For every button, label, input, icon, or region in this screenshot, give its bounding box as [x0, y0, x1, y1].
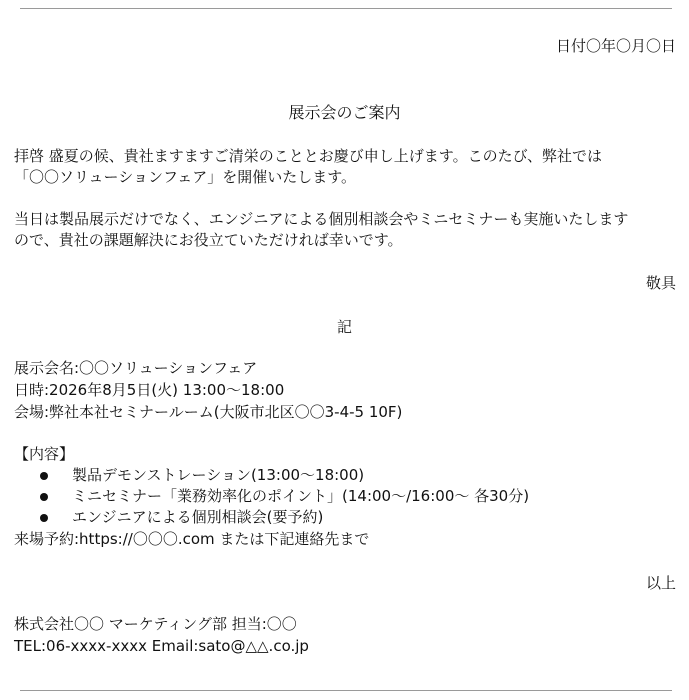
contents-list [36, 465, 529, 528]
list-item [36, 486, 529, 507]
body-line-1: 当日は製品展示だけでなく、エンジニアによる個別相談会やミニセミナーも実施いたします [14, 210, 629, 228]
document-date: 日付〇年〇月〇日 [555, 37, 676, 55]
detail-datetime: 日時:2026年8月5日(火) 13:00〜18:00 [14, 381, 285, 399]
list-item [36, 465, 529, 486]
bullet-icon [40, 472, 48, 480]
contact-tel-email: TEL:06-xxxx-xxxx Email:sato@△△.co.jp [14, 637, 309, 655]
ki-heading: 記 [336, 318, 352, 336]
detail-venue: 会場:弊社本社セミナールーム(大阪市北区〇〇3-4-5 10F) [14, 403, 403, 421]
bullet-icon [40, 493, 48, 501]
list-item-text: ミニセミナー「業務効率化のポイント」(14:00〜/16:00〜 各30分) [72, 487, 530, 505]
closing-ijou: 以上 [645, 574, 676, 592]
list-item [36, 507, 529, 528]
closing-keigu: 敬具 [645, 274, 676, 292]
greeting-line-1: 拝啓 盛夏の候、貴社ますますご清栄のこととお慶び申し上げます。このたび、弊社では [14, 147, 602, 165]
contents-heading: 【内容】 [14, 445, 75, 463]
list-item-text: 製品デモンストレーション(13:00〜18:00) [72, 466, 365, 484]
list-item-text: エンジニアによる個別相談会(要予約) [72, 508, 324, 526]
bottom-divider [20, 690, 672, 691]
top-divider [20, 8, 672, 9]
contact-company: 株式会社〇〇 マーケティング部 担当:〇〇 [14, 615, 297, 633]
body-paragraph [14, 209, 678, 251]
greeting-paragraph [14, 146, 678, 188]
body-line-2: ので、貴社の課題解決にお役立ていただければ幸いです。 [14, 231, 403, 249]
detail-event-name: 展示会名:〇〇ソリューションフェア [14, 359, 258, 377]
greeting-line-2: 「〇〇ソリューションフェア」を開催いたします。 [14, 168, 357, 186]
bullet-icon [40, 514, 48, 522]
document-title: 展示会のご案内 [288, 103, 401, 122]
reservation-info: 来場予約:https://〇〇〇.com または下記連絡先まで [14, 530, 370, 548]
